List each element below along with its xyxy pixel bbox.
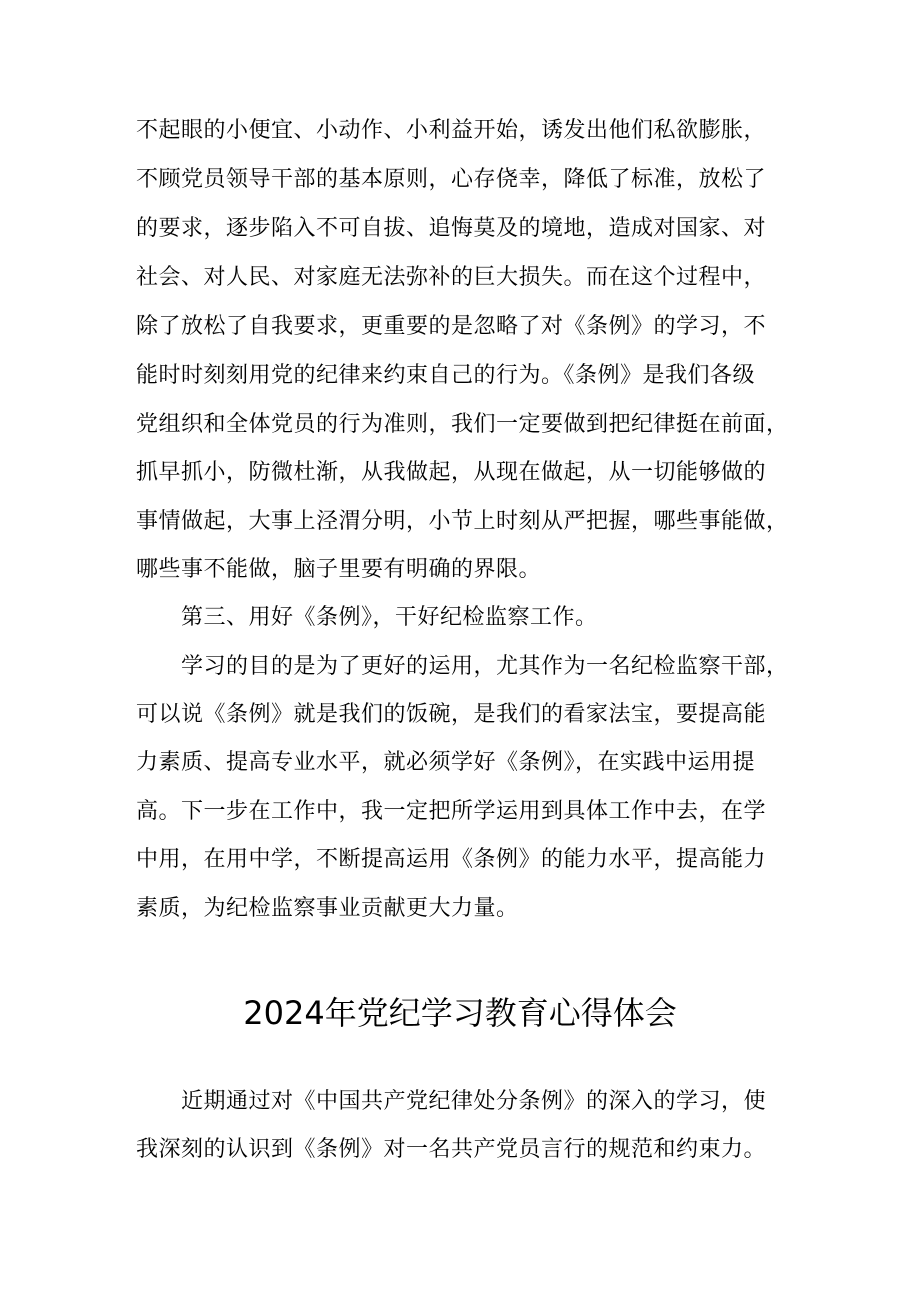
body-line-13: 可以说《条例》就是我们的饭碗，是我们的看家法宝，要提高能	[136, 702, 767, 727]
body-line-9: 事情做起，大事上泾渭分明，小节上时刻从严把握，哪些事能做，	[136, 509, 789, 534]
body-line-12: 学习的目的是为了更好的运用，尤其作为一名纪检监察干部，	[136, 654, 789, 679]
body-line-19: 我深刻的认识到《条例》对一名共产党员言行的规范和约束力。	[136, 1137, 767, 1162]
body-line-17: 素质，为纪检监察事业贡献更大力量。	[136, 896, 519, 921]
document-title: 2024年党纪学习教育心得体会	[243, 994, 677, 1032]
body-line-18: 近期通过对《中国共产党纪律处分条例》的深入的学习，使	[136, 1089, 767, 1114]
section-heading: 第三、用好《条例》，干好纪检监察工作。	[136, 605, 598, 630]
body-line-14: 力素质、提高专业水平，就必须学好《条例》，在实践中运用提	[136, 750, 756, 775]
body-line-7: 党组织和全体党员的行为准则，我们一定要做到把纪律挺在前面，	[136, 412, 789, 437]
body-line-8: 抓早抓小，防微杜渐，从我做起，从现在做起，从一切能够做的	[136, 460, 767, 485]
body-line-1: 不起眼的小便宜、小动作、小利益开始，诱发出他们私欲膨胀，	[136, 118, 767, 143]
body-line-3: 的要求，逐步陷入不可自拔、追悔莫及的境地，造成对国家、对	[136, 216, 767, 241]
body-line-5: 除了放松了自我要求，更重要的是忽略了对《条例》的学习，不	[136, 314, 767, 339]
body-line-6: 能时时刻刻用党的纪律来约束自己的行为。《条例》是我们各级	[136, 363, 756, 388]
body-line-10: 哪些事不能做，脑子里要有明确的界限。	[136, 557, 542, 582]
body-line-15: 高。下一步在工作中，我一定把所学运用到具体工作中去，在学	[136, 799, 767, 824]
body-line-2: 不顾党员领导干部的基本原则，心存侥幸，降低了标准，放松了	[136, 167, 767, 192]
body-line-16: 中用，在用中学，不断提高运用《条例》的能力水平，提高能力	[136, 847, 767, 872]
body-line-4: 社会、对人民、对家庭无法弥补的巨大损失。而在这个过程中，	[136, 265, 767, 290]
